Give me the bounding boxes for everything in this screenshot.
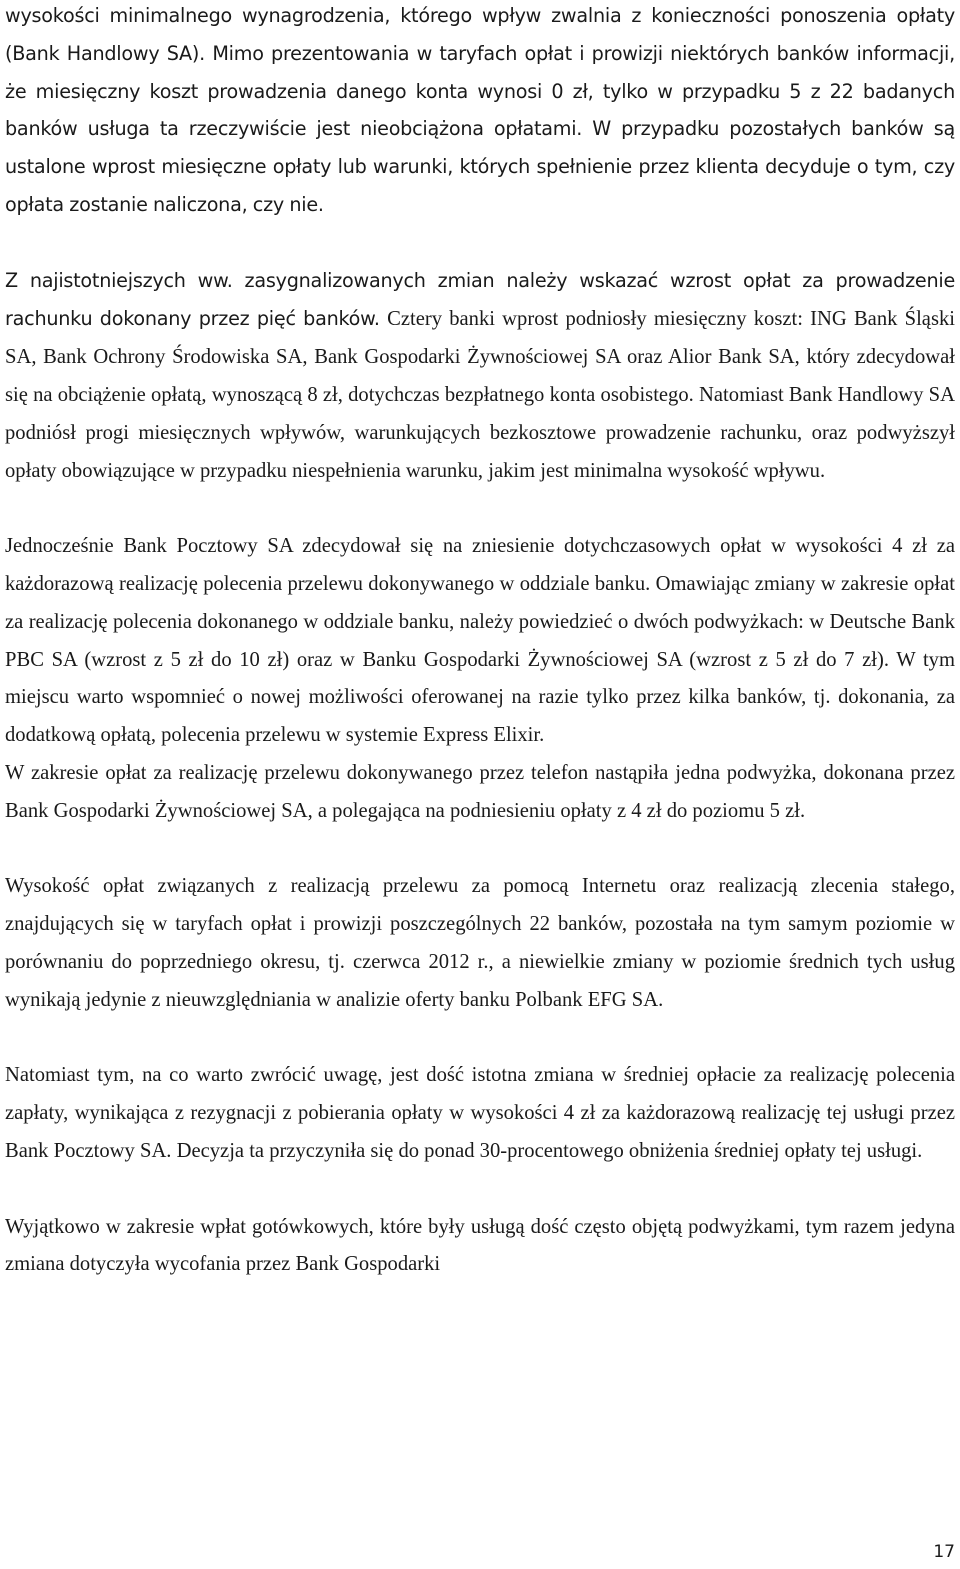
paragraph-cash-deposits (5, 1209, 955, 1285)
document-page (5, 0, 955, 1284)
paragraph-phone-transfers (5, 755, 955, 831)
paragraph-text: wysokości minimalnego wynagrodzenia, którego wpływ zwalnia z konieczności ponoszenia opłaty (Bank Handlowy SA). Mimo prezentowania w taryfach opłat i prowizji niektórych banków informacji, że miesięczny koszt prowadzenia danego konta wynosi 0 zł, tylko w przypadku 5 z 22 badanych banków usługa ta rzeczywiście jest nieobciążona opłatami. W przypadku pozostałych banków są ustalone wprost miesięczne opłaty lub warunki, których spełnienie przez klienta decyduje o tym, czy opłata zostanie naliczona, czy nie. (5, 4, 955, 216)
paragraph-text: Wysokość opłat związanych z realizacją przelewu za pomocą Internetu oraz realizacją zlecenia stałego, znajdujących się w taryfach opłat i prowizji poszczególnych 22 banków, pozostała na tym samym poziomie w porównaniu do poprzedniego okresu, tj. czerwca 2012 r., a niewielkie zmiany w poziomie średnich tych usług wynikają jedynie z nieuwzględniania w analizie oferty banku Polbank EFG SA. (5, 875, 955, 1011)
paragraph-minimum-wage (5, 0, 955, 224)
page-number: 17 (933, 1542, 955, 1562)
paragraph-fee-increases (5, 262, 955, 491)
paragraph-text: Natomiast tym, na co warto zwrócić uwagę, jest dość istotna zmiana w średniej opłacie za realizację polecenia zapłaty, wynikająca z rezygnacji z pobierania opłaty w wysokości 4 zł za każdorazową realizację tej usługi przez Bank Pocztowy SA. Decyzja ta przyczyniła się do ponad 30-procentowego obniżenia średniej opłaty tej usługi. (5, 1064, 955, 1162)
paragraph-text: Wyjątkowo w zakresie wpłat gotówkowych, które były usługą dość często objętą podwyżkami, tym razem jedyna zmiana dotyczyła wycofania przez Bank Gospodarki (5, 1215, 955, 1276)
paragraph-direct-debit (5, 1057, 955, 1170)
paragraph-text-sans-part: Z najistotniejszych ww. zasygnalizowanych zmian należy wskazać wzrost opłat za prowadzenie rachunku dokonany przez pięć banków. (5, 268, 955, 331)
paragraph-text-serif-part: Cztery banki wprost podniosły miesięczny koszt: ING Bank Śląski SA, Bank Ochrony Środowiska SA, Bank Gospodarki Żywnościowej SA oraz Alior Bank SA, który zdecydował się na obciążenie opłatą, wynoszącą 8 zł, dotychczas bezpłatnego konta osobistego. Natomiast Bank Handlowy SA podniósł progi miesięcznych wpływów, warunkujących bezkosztowe prowadzenie rachunku, oraz podwyższył opłaty obowiązujące w przypadku niespełnienia warunku, jakim jest minimalna wysokość wpływu. (5, 308, 955, 482)
paragraph-text: Jednocześnie Bank Pocztowy SA zdecydował się na zniesienie dotychczasowych opłat w wysokości 4 zł za każdorazową realizację polecenia przelewu dokonywanego w oddziale banku. Omawiając zmiany w zakresie opłat za realizację polecenia dokonanego w oddziale banku, należy powiedzieć o dwóch podwyżkach: w Deutsche Bank PBC SA (wzrost z 5 zł do 10 zł) oraz w Banku Gospodarki Żywnościowej SA (wzrost z 5 zł do 7 zł). W tym miejscu warto wspomnieć o nowej możliwości oferowanej na razie tylko przez kilka banków, tj. dokonania, za dodatkową opłatą, polecenia przelewu w systemie Express Elixir. (5, 535, 955, 747)
paragraph-internet-transfers (5, 868, 955, 1019)
paragraph-text: W zakresie opłat za realizację przelewu dokonywanego przez telefon nastąpiła jedna podwyżka, dokonana przez Bank Gospodarki Żywnościowej SA, a polegająca na podniesieniu opłaty z 4 zł do poziomu 5 zł. (5, 761, 955, 822)
paragraph-bank-pocztowy-transfers (5, 528, 955, 755)
